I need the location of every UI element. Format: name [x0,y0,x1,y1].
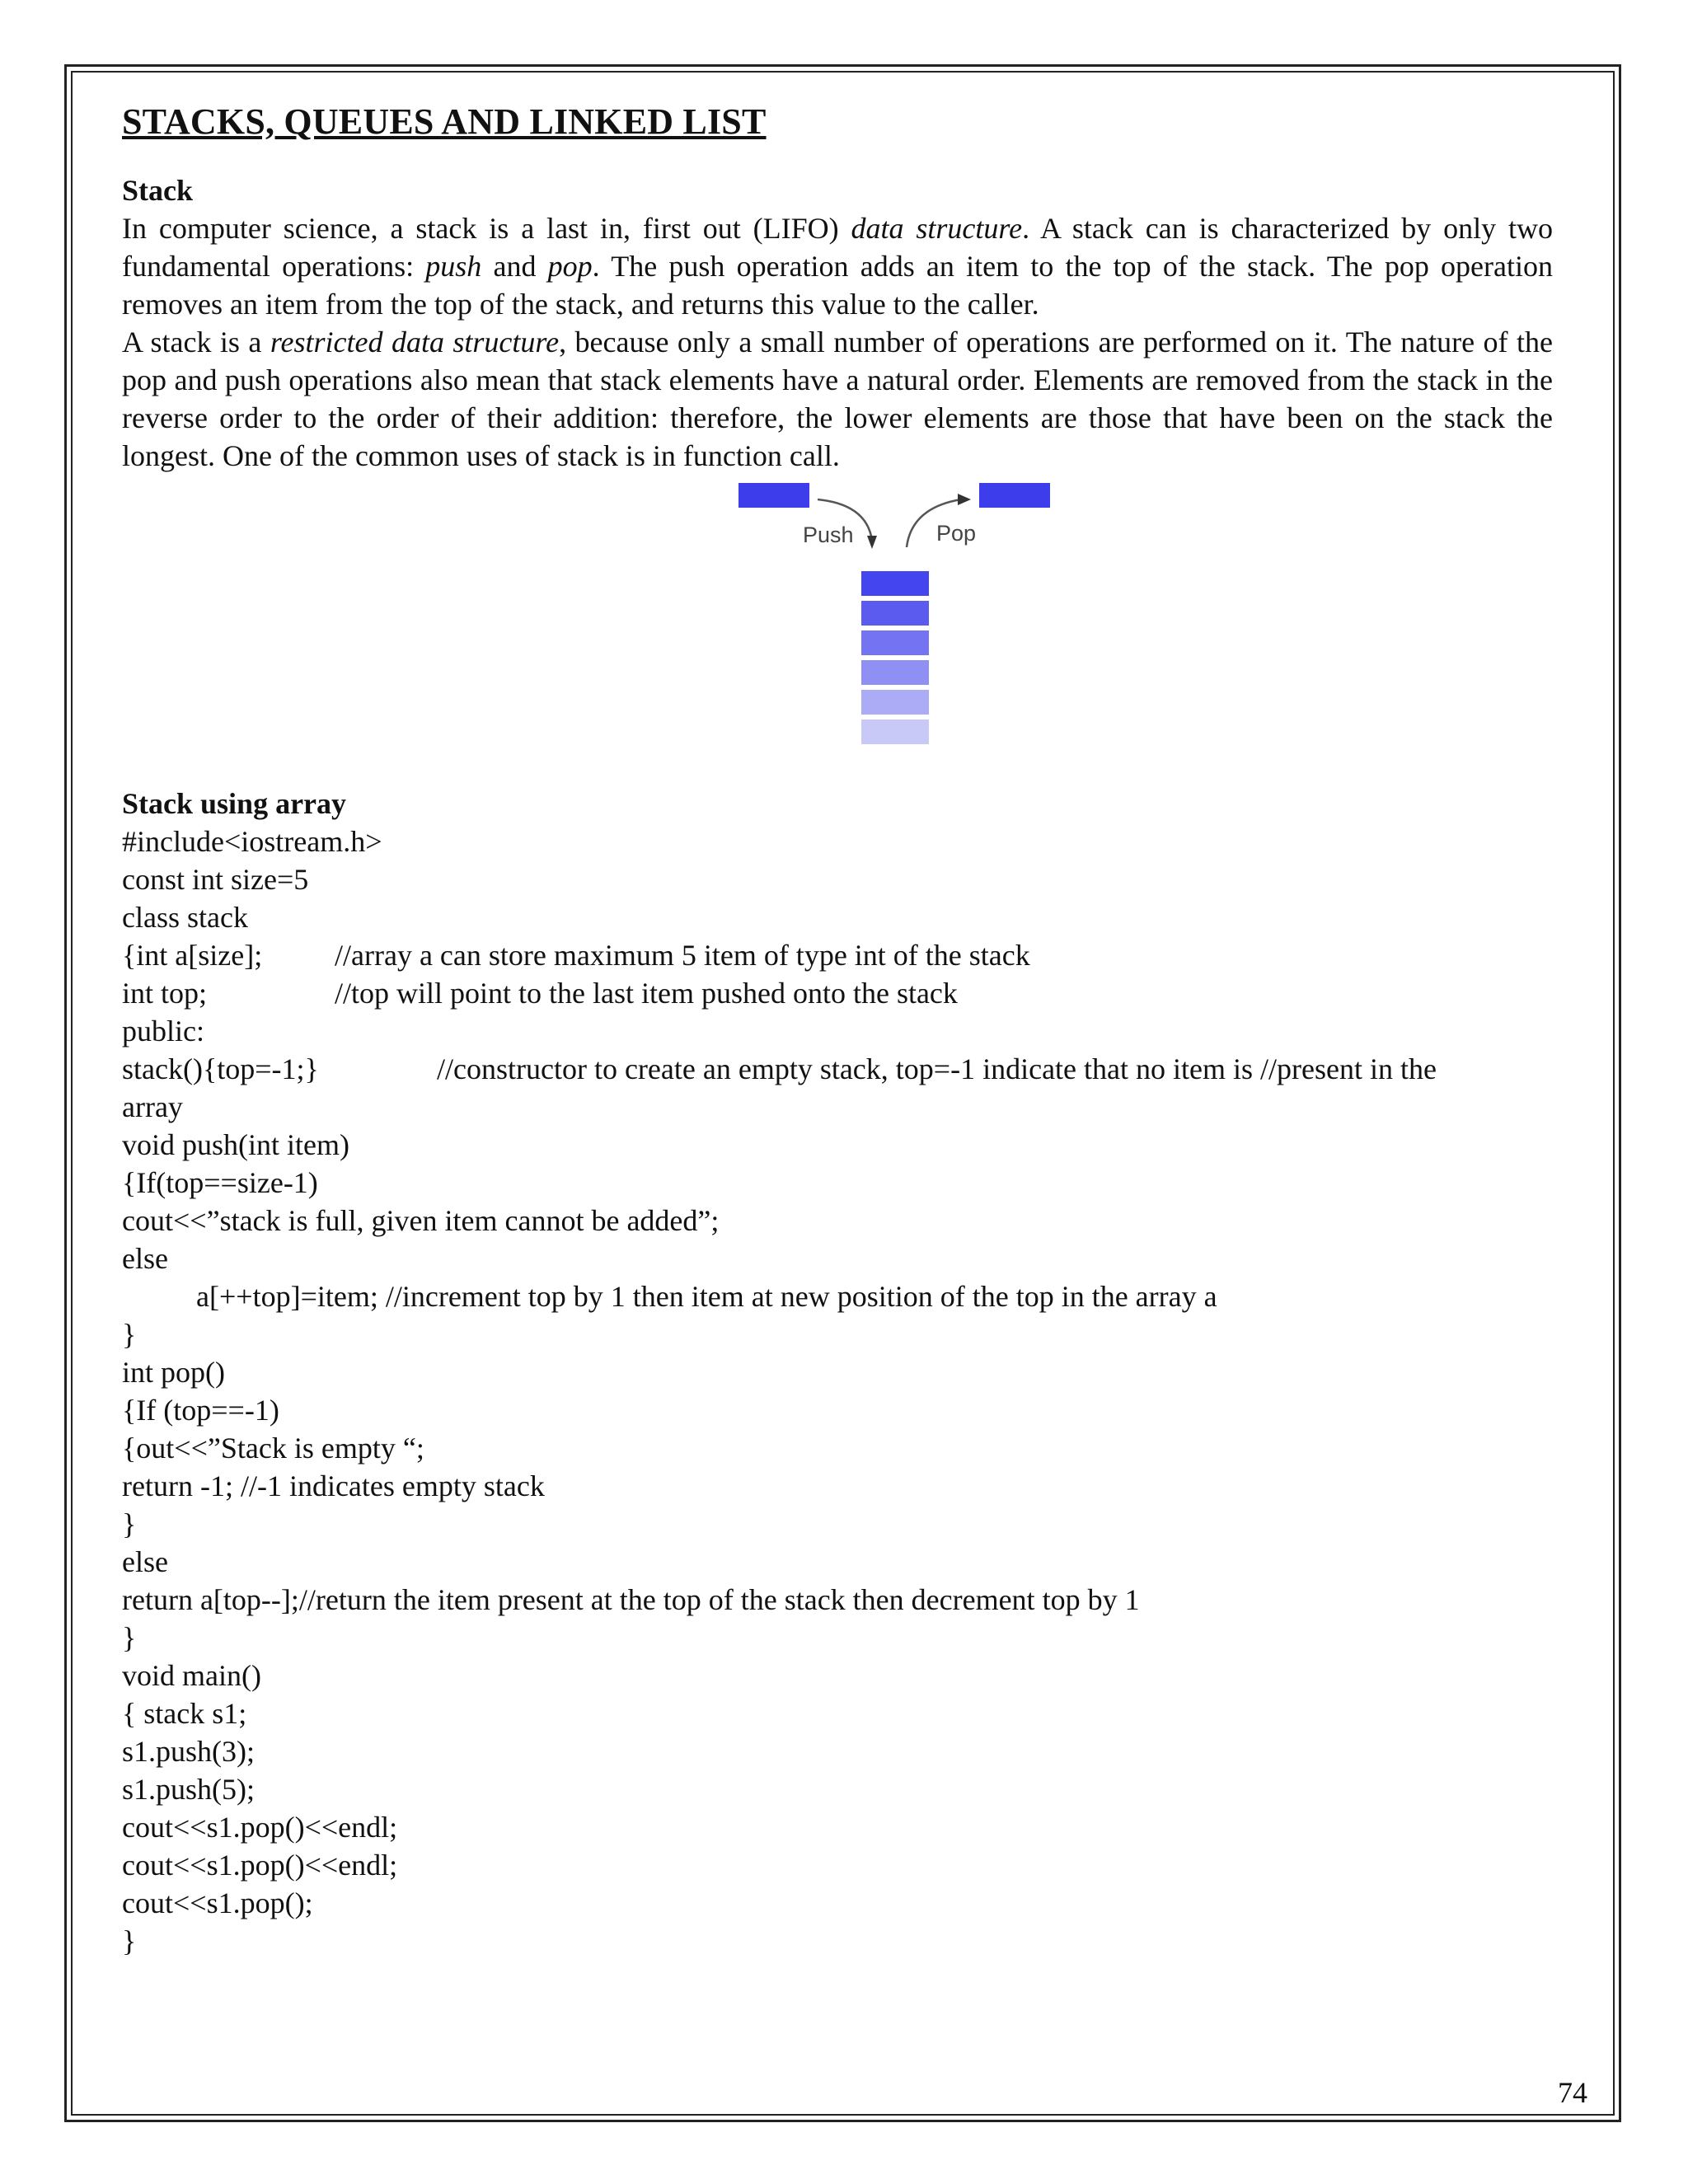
code-line: cout<<”stack is full, given item cannot be added”; [122,1204,720,1237]
code-line: cout<<s1.pop()<<endl; [122,1849,398,1882]
code-line: void push(int item) [122,1128,349,1161]
pop-item-block [979,483,1050,508]
code-line: {If (top==-1) [122,1394,279,1427]
stack-cell [860,570,930,597]
pop-arrowhead [958,494,971,505]
stack-cells [860,570,930,745]
code-line: } [122,1507,137,1540]
code-line: return a[top--];//return the item present at the top of the stack then decrement top by 1 [122,1583,1140,1616]
code-line: } [122,1318,137,1351]
pop-label: Pop [936,521,977,546]
code-line: else [122,1545,168,1578]
stack-cell [860,689,930,715]
code-block [122,823,1553,1960]
code-line: } [122,1924,137,1957]
code-line: {int a[size]; //array a can store maximum 5 item of type int of the stack [122,939,1030,972]
code-line: a[++top]=item; //increment top by 1 then item at new position of the top in the array a [196,1280,1217,1313]
push-label: Push [803,523,854,547]
code-line: s1.push(5); [122,1773,255,1806]
stack-cell [860,659,930,686]
code-line: } [122,1621,137,1654]
page-number: 74 [1558,2076,1587,2109]
code-line: cout<<s1.pop(); [122,1886,313,1919]
code-line: void main() [122,1659,261,1692]
code-line: s1.push(3); [122,1735,255,1768]
page-title: STACKS, QUEUES AND LINKED LIST [122,101,767,142]
code-line: int top; //top will point to the last item pushed onto the stack [122,977,958,1010]
code-line: int pop() [122,1356,225,1389]
code-line: array [122,1090,183,1123]
code-line: {If(top==size-1) [122,1166,318,1199]
push-item-block [738,483,809,508]
stack-paragraph-1: In computer science, a stack is a last in, first out (LIFO) data structure. A stack can is characterized by only two fundamental operations: push and pop. The push operation adds an item to the top of the stack. The pop operation removes an item from the top of the stack, and returns this value to the caller. [122,212,1554,321]
stack-array-heading: Stack using array [122,787,347,820]
page-content [122,97,1553,1960]
code-line: cout<<s1.pop()<<endl; [122,1811,398,1844]
code-line: { stack s1; [122,1697,247,1730]
stack-cell [860,630,930,656]
stack-cell [860,719,930,745]
stack-diagram [725,480,1071,757]
push-arrowhead [867,536,877,549]
stack-paragraph-2: A stack is a restricted data structure, because only a small number of operations are performed on it. The nature of the pop and push operations also mean that stack elements have a natural order. Elements are removed from the stack in the reverse order to the order of their addition: therefore, the lower elements are those that have been on the stack the longest. One of the common uses of stack is in function call. [122,326,1553,472]
stack-cell [860,600,930,626]
code-line: class stack [122,901,248,934]
code-line: {out<<”Stack is empty “; [122,1432,424,1465]
code-line: const int size=5 [122,863,309,896]
code-line: stack(){top=-1;} //constructor to create an empty stack, top=-1 indicate that no item is //present in the [122,1052,1437,1085]
stack-heading: Stack [122,174,194,207]
code-line: else [122,1242,168,1275]
code-line: #include<iostream.h> [122,825,382,858]
code-line: public: [122,1015,204,1047]
code-line: return -1; //-1 indicates empty stack [122,1469,545,1502]
